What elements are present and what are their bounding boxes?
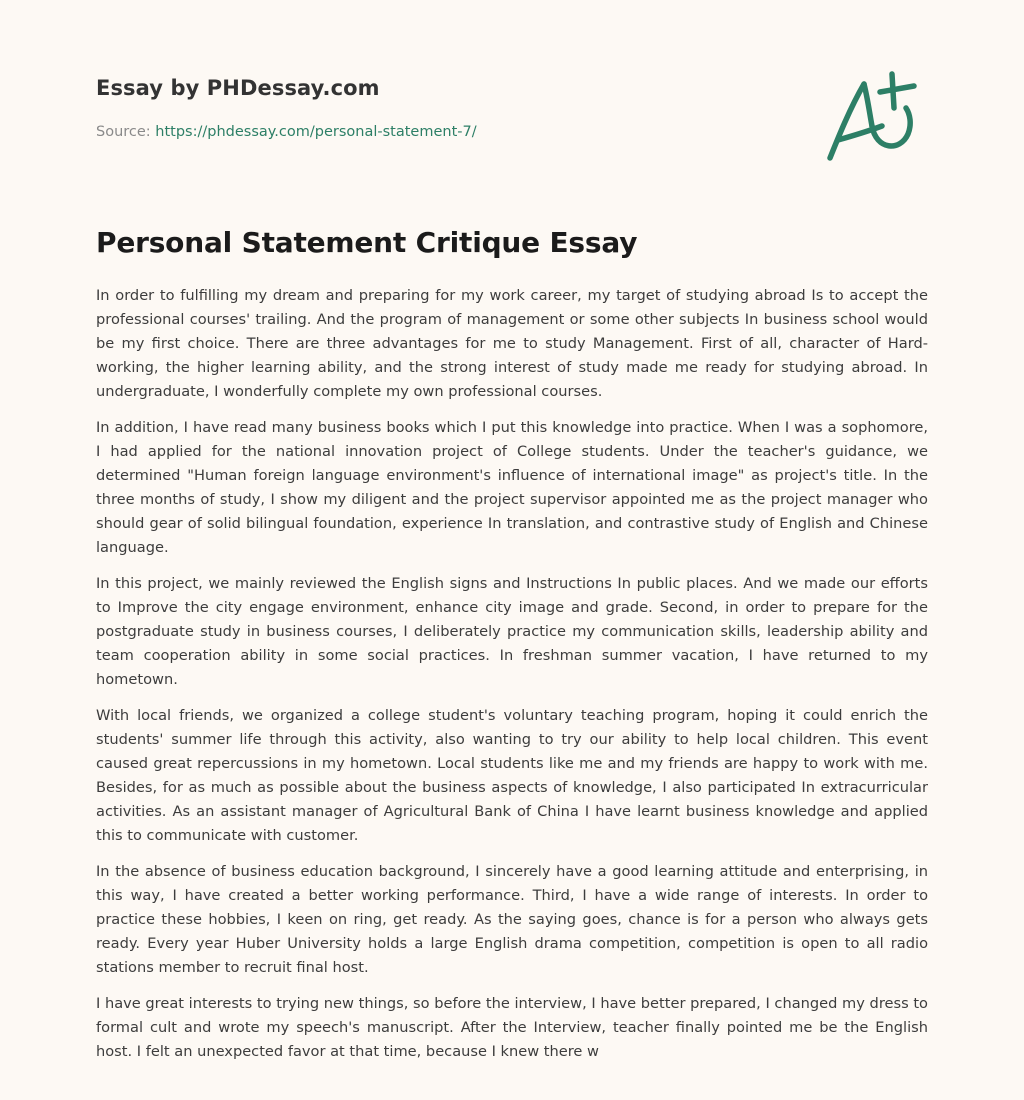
essay-paragraph: In this project, we mainly reviewed the English signs and Instructions In public places. And we made our efforts to Improve the city engage environment, enhance city image and grade. Second, in order to prepare for the postgraduate study in business courses, I deliberately practice my communication skills, leadership ability and team cooperation ability in some social practices. In freshman summer vacation, I have returned to my hometown.	[96, 575, 928, 688]
essay-paragraph: With local friends, we organized a college student's voluntary teaching program, hoping it could enrich the students' summer life through this activity, also wanting to try our ability to help local children. This event caused great repercussions in my hometown. Local students like me and my friends are happy to work with me. Besides, for as much as possible about the business aspects of knowledge, I also participated In extracurricular activities. As an assistant manager of Agricultural Bank of China I have learnt business knowledge and applied this to communicate with customer.	[96, 707, 928, 844]
essay-paragraph: I have great interests to trying new things, so before the interview, I have better prepared, I changed my dress to formal cult and wrote my speech's manuscript. After the Interview, teacher finally pointed me be the English host. I felt an unexpected favor at that time, because I knew there w	[96, 995, 928, 1060]
essay-page	[96, 0, 928, 1060]
essay-body	[96, 284, 928, 1076]
page-header	[96, 0, 928, 200]
essay-paragraph: In addition, I have read many business books which I put this knowledge into practice. When I was a sophomore, I had applied for the national innovation project of College students. Under the teacher's guidance, we determined "Human foreign language environment's influence of international image" as project's title. In the three months of study, I show my diligent and the project supervisor appointed me as the project manager who should gear of solid bilingual foundation, experience In translation, and contrastive study of English and Chinese language.	[96, 419, 928, 556]
essay-title: Personal Statement Critique Essay	[96, 226, 638, 259]
source-line	[96, 124, 477, 140]
source-label: Source:	[96, 124, 151, 140]
source-link[interactable]: https://phdessay.com/personal-statement-7/	[155, 124, 477, 140]
a-plus-grade-icon	[824, 64, 928, 164]
essay-paragraph: In the absence of business education background, I sincerely have a good learning attitude and enterprising, in this way, I have created a better working performance. Third, I have a wide range of interests. In order to practice these hobbies, I keen on ring, get ready. As the saying goes, chance is for a person who always gets ready. Every year Huber University holds a large English drama competition, competition is open to all radio stations member to recruit final host.	[96, 863, 928, 976]
site-title: Essay by PHDessay.com	[96, 76, 380, 100]
essay-paragraph: In order to fulfilling my dream and preparing for my work career, my target of studying abroad Is to accept the professional courses' trailing. And the program of management or some other subjects In business school would be my first choice. There are three advantages for me to study Management. First of all, character of Hard-working, the higher learning ability, and the strong interest of study made me ready for studying abroad. In undergraduate, I wonderfully complete my own professional courses.	[96, 287, 928, 400]
